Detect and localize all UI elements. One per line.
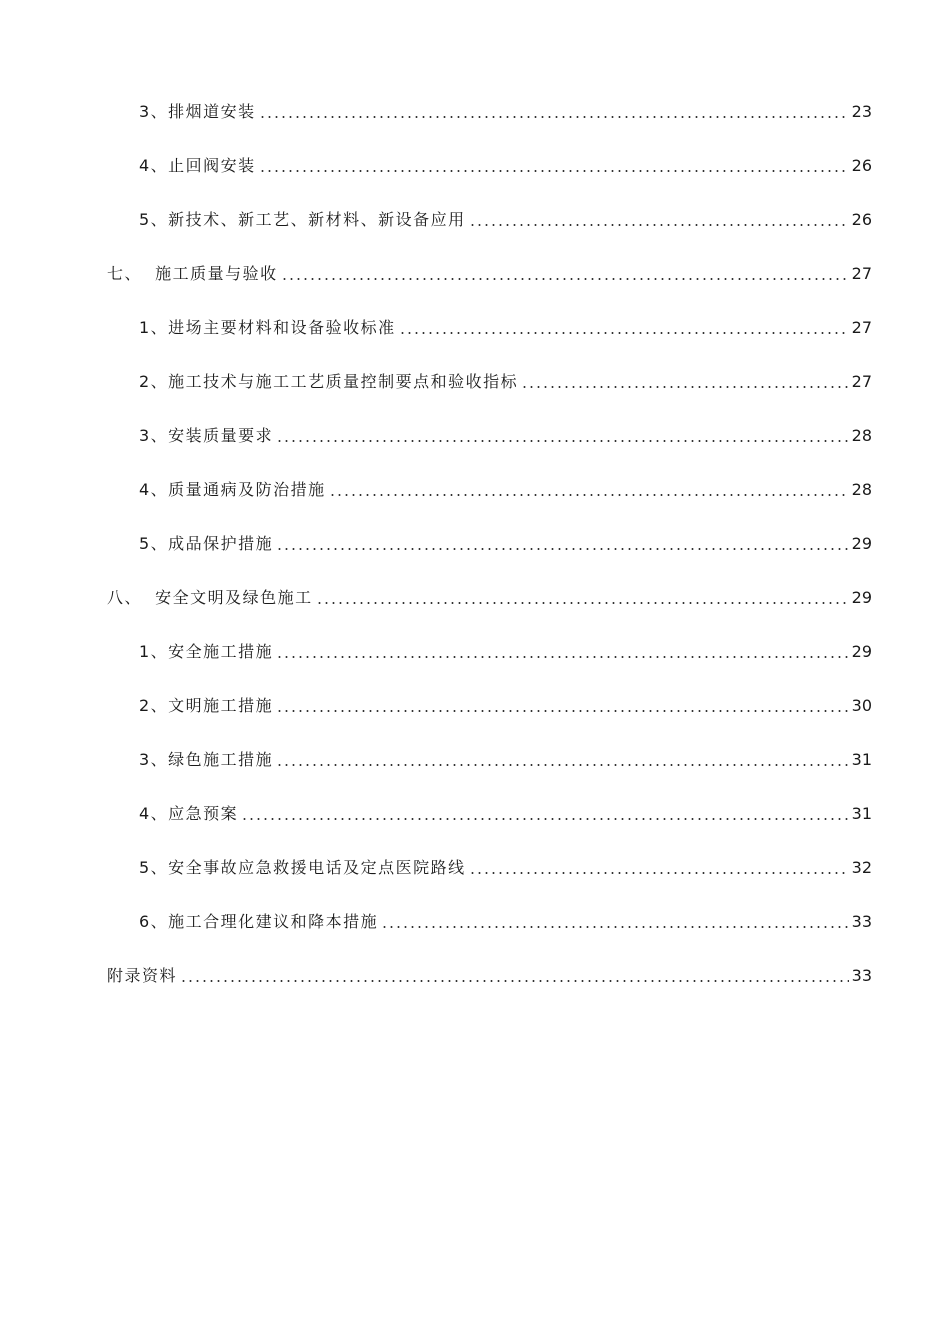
toc-entry[interactable] (139, 201, 872, 231)
toc-entry-label: 3、绿色施工措施 (139, 750, 274, 769)
toc-entry-label: 3、排烟道安装 (139, 102, 256, 121)
toc-entry[interactable] (139, 849, 872, 879)
toc-entry-label: 八、 安全文明及绿色施工 (107, 588, 313, 607)
dot-leader (276, 764, 848, 766)
toc-entry[interactable] (139, 363, 872, 393)
dot-leader (381, 926, 848, 928)
toc-entry-page: 27 (851, 318, 872, 337)
toc-entry-label: 2、施工技术与施工工艺质量控制要点和验收指标 (139, 372, 519, 391)
toc-entry[interactable] (139, 93, 872, 123)
toc-entry-label: 5、成品保护措施 (139, 534, 274, 553)
toc-entry[interactable] (139, 309, 872, 339)
dot-leader (521, 386, 848, 388)
toc-entry-label: 5、新技术、新工艺、新材料、新设备应用 (139, 210, 466, 229)
toc-entry-page: 31 (851, 750, 872, 769)
dot-leader (241, 818, 848, 820)
toc-entry[interactable] (139, 471, 872, 501)
toc-entry-page: 23 (851, 102, 872, 121)
toc-entry-page: 29 (851, 642, 872, 661)
toc-entry[interactable] (107, 957, 872, 987)
toc-entry-label: 4、应急预案 (139, 804, 239, 823)
toc-entry-label: 4、止回阀安装 (139, 156, 256, 175)
dot-leader (276, 440, 848, 442)
toc-entry-label: 附录资料 (107, 966, 178, 985)
dot-leader (469, 872, 849, 874)
toc-entry-label: 4、质量通病及防治措施 (139, 480, 326, 499)
toc-entry[interactable] (139, 903, 872, 933)
toc-entry-page: 29 (851, 534, 872, 553)
toc-entry[interactable] (139, 795, 872, 825)
toc-entry-page: 32 (851, 858, 872, 877)
toc-entry-page: 27 (851, 264, 872, 283)
toc-entry-page: 28 (851, 480, 872, 499)
toc-entry-page: 27 (851, 372, 872, 391)
toc-entry-label: 3、安装质量要求 (139, 426, 274, 445)
toc-entry-page: 33 (851, 966, 872, 985)
toc-entry[interactable] (139, 525, 872, 555)
toc-entry-page: 28 (851, 426, 872, 445)
toc-entry-page: 31 (851, 804, 872, 823)
dot-leader (180, 980, 849, 982)
toc-entry-label: 1、进场主要材料和设备验收标准 (139, 318, 396, 337)
toc-entry[interactable] (139, 147, 872, 177)
dot-leader (281, 278, 849, 280)
toc-entry-label: 6、施工合理化建议和降本措施 (139, 912, 379, 931)
toc-entry-label: 2、文明施工措施 (139, 696, 274, 715)
dot-leader (399, 332, 849, 334)
toc-entry-page: 26 (851, 156, 872, 175)
dot-leader (469, 224, 849, 226)
dot-leader (276, 656, 848, 658)
dot-leader (276, 710, 848, 712)
toc-entry-page: 30 (851, 696, 872, 715)
toc-entry-label: 七、 施工质量与验收 (107, 264, 278, 283)
toc-entry[interactable] (107, 255, 872, 285)
toc-entry-label: 5、安全事故应急救援电话及定点医院路线 (139, 858, 466, 877)
toc-entry-page: 33 (851, 912, 872, 931)
dot-leader (276, 548, 848, 550)
toc-entry[interactable] (139, 741, 872, 771)
dot-leader (316, 602, 849, 604)
toc-entry-label: 1、安全施工措施 (139, 642, 274, 661)
toc-entry[interactable] (139, 687, 872, 717)
toc-entry-page: 26 (851, 210, 872, 229)
toc-entry[interactable] (139, 633, 872, 663)
dot-leader (259, 170, 849, 172)
toc-entry[interactable] (139, 417, 872, 447)
dot-leader (259, 116, 849, 118)
dot-leader (329, 494, 849, 496)
toc-entry[interactable] (107, 579, 872, 609)
toc-entry-page: 29 (851, 588, 872, 607)
